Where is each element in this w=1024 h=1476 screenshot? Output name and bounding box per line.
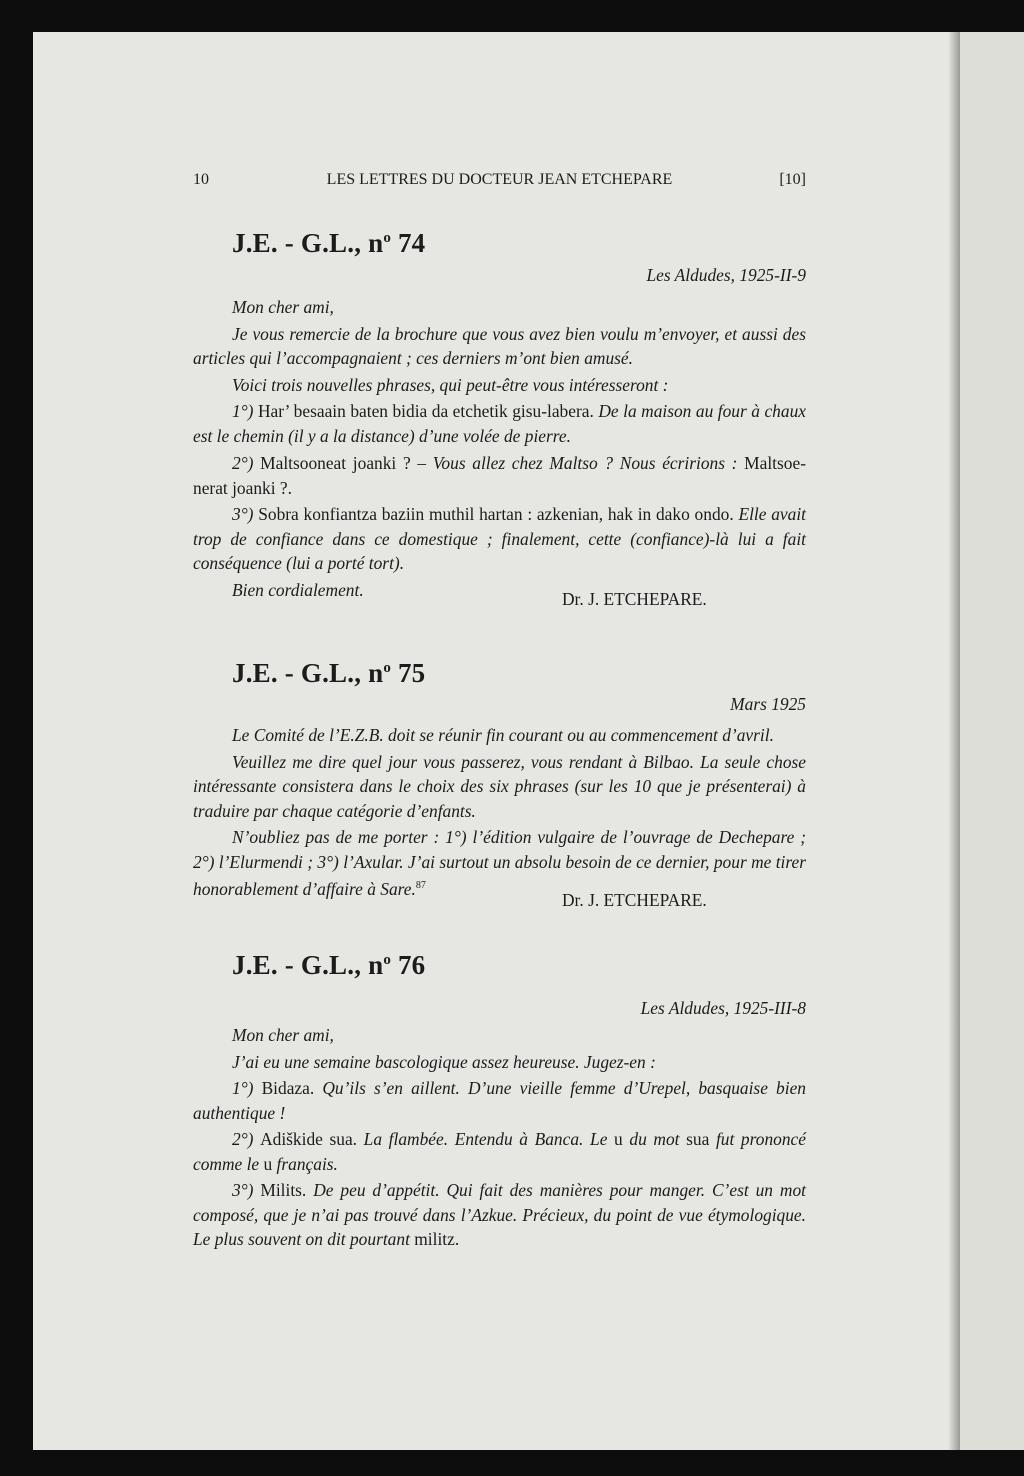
text-run: Je vous remercie de la brochure que vous avez bien voulu m’envoyer, et aussi des articles qui l’accompagnaient ; ces derniers m’ont bien amusé. xyxy=(193,323,806,368)
paragraph xyxy=(193,399,806,448)
letter-body xyxy=(193,723,806,902)
signature: Dr. J. ETCHEPARE. xyxy=(562,589,707,609)
text-run: Maltsooneat joanki ? – xyxy=(260,453,433,473)
paragraph xyxy=(193,1127,806,1176)
heading-sup: o xyxy=(383,660,392,676)
paragraph xyxy=(193,578,806,603)
letter-heading xyxy=(232,658,425,689)
text-run: u xyxy=(263,1153,273,1174)
letter-body xyxy=(193,1023,806,1252)
text-run: Qu’ils s’en aillent. D’une vieille femme d’Urepel, basquaise bien authentique ! xyxy=(193,1078,806,1123)
letter-date: Mars 1925 xyxy=(730,694,806,714)
text-run: 2°) xyxy=(232,1129,261,1149)
bracket-page-number: [10] xyxy=(779,171,806,188)
text-run: u xyxy=(614,1129,623,1149)
text-run: français. xyxy=(272,1153,338,1174)
letter-date: Les Aldudes, 1925-II-9 xyxy=(646,265,806,285)
text-run: du mot xyxy=(622,1129,687,1149)
paragraph xyxy=(193,502,806,576)
text-run: Veuillez me dire quel jour vous passerez, vous rendant à Bilbao. La seule chose intéressante consistera dans le choix des six phrases (sur les 10 que je présenterai) à traduire par chaque catégorie d’enfants. xyxy=(193,751,806,821)
running-title: LES LETTRES DU DOCTEUR JEAN ETCHEPARE xyxy=(326,171,673,188)
text-run: Elle avait trop de confiance dans ce domestique ; finalement, cette (confiance)-là lui a fait conséquence (lui a porté tort). xyxy=(193,504,806,573)
text-run: Voici trois nouvelles phrases, qui peut-être vous intéresseront : xyxy=(232,374,669,395)
signature: Dr. J. ETCHEPARE. xyxy=(562,890,707,910)
paragraph xyxy=(193,295,806,320)
text-run: 1°) xyxy=(232,401,258,421)
letter-date: Les Aldudes, 1925-III-8 xyxy=(640,998,806,1018)
heading-number: 74 xyxy=(391,228,426,258)
heading-text: J.E. - G.L., n xyxy=(232,950,384,980)
heading-text: J.E. - G.L., n xyxy=(232,228,384,258)
text-run: fut prononcé comme le xyxy=(193,1129,806,1174)
text-run: De peu d’appétit. Qui fait des manières pour manger. C’est un mot composé, que je n’ai pas trouvé dans l’Azkue. Précieux, du point de vue étymologique. Le plus souvent on dit pourtant xyxy=(193,1180,806,1249)
footnote-ref: 87 xyxy=(415,880,426,891)
text-run: Milits. xyxy=(260,1180,314,1200)
text-run: N’oubliez pas de me porter : 1°) l’édition vulgaire de l’ouvrage de Dechepare ; 2°) l’Elurmendi ; 3°) l’Axular. J’ai surtout un absolu besoin de ce dernier, pour me tirer honorablement d’affaire à Sare. xyxy=(193,827,806,899)
letter-heading xyxy=(232,228,425,259)
page-gutter xyxy=(948,32,960,1450)
text-run: Mon cher ami, xyxy=(232,1025,334,1045)
text-run: 3°) xyxy=(232,504,259,524)
paragraph xyxy=(193,1076,806,1125)
text-run: Vous allez chez Maltso ? Nous écririons : xyxy=(432,453,738,473)
text-run: 1°) xyxy=(232,1078,262,1098)
text-run: Mon cher ami, xyxy=(232,297,334,317)
heading-number: 76 xyxy=(391,950,426,980)
paragraph xyxy=(193,825,806,902)
text-run: militz. xyxy=(414,1229,460,1249)
text-run: Maltsoe-nerat joanki ?. xyxy=(193,453,806,498)
text-run: Sobra konfiantza baziin muthil hartan : azkenian, hak in dako ondo. xyxy=(258,504,739,524)
text-run: 2°) xyxy=(232,453,261,473)
text-run: Har’ besaain baten bidia da etchetik gisu-labera. xyxy=(257,401,599,421)
paragraph xyxy=(193,1050,806,1075)
heading-number: 75 xyxy=(391,658,426,688)
page-number: 10 xyxy=(193,171,209,188)
paragraph xyxy=(193,750,806,824)
paragraph xyxy=(193,322,806,371)
text-run: J’ai eu une semaine bascologique assez heureuse. Jugez-en : xyxy=(232,1051,656,1072)
text-run: Adiškide sua. xyxy=(260,1129,364,1149)
letter-body xyxy=(193,295,806,602)
letter-heading xyxy=(232,950,425,981)
text-run: De la maison au four à chaux est le chemin (il y a la distance) d’une volée de pierre. xyxy=(193,401,806,446)
text-run: Le Comité de l’E.Z.B. doit se réunir fin courant ou au commencement d’avril. xyxy=(232,725,774,745)
paragraph xyxy=(193,1023,806,1048)
text-run: Bidaza. xyxy=(261,1078,323,1098)
paragraph xyxy=(193,451,806,500)
text-run: La flambée. Entendu à Banca. Le xyxy=(363,1129,615,1149)
paragraph xyxy=(193,1178,806,1252)
facing-page-edge xyxy=(960,32,1024,1450)
text-run: sua xyxy=(686,1129,710,1149)
paragraph xyxy=(193,373,806,398)
heading-sup: o xyxy=(383,952,392,968)
text-run: 3°) xyxy=(232,1180,261,1200)
text-run: Bien cordialement. xyxy=(232,579,364,600)
heading-sup: o xyxy=(383,230,392,246)
heading-text: J.E. - G.L., n xyxy=(232,658,384,688)
paragraph xyxy=(193,723,806,748)
